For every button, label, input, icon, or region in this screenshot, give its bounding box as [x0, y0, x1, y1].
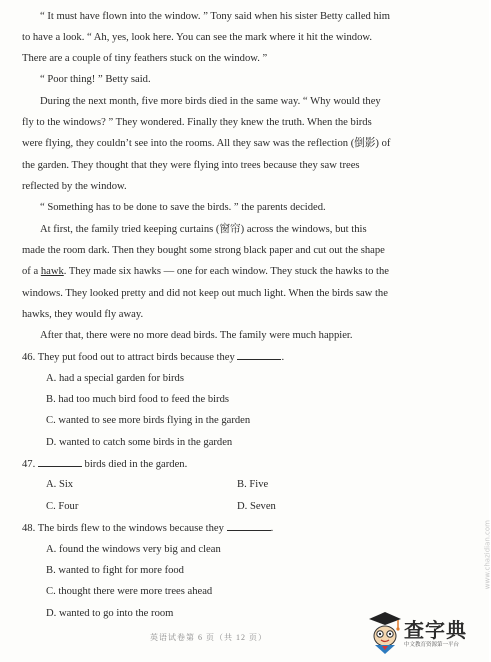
hawk-underlined-word: hawk — [40, 266, 64, 277]
passage-line: “ It must have flown into the window. ” Tony said when his sister Betty called him — [40, 11, 390, 22]
site-logo — [368, 608, 480, 658]
passage-line: After that, there were no more dead birds. The family were much happier. — [40, 330, 353, 341]
question-47-option-d: D. Seven — [237, 501, 276, 512]
passage-line — [22, 265, 468, 279]
passage-line: “ Something has to be done to save the birds. ” the parents decided. — [40, 202, 326, 213]
passage-line: made the room dark. Then they bought some strong black paper and cut out the shape — [22, 245, 385, 256]
question-46-stem: 46. They put food out to attract birds because they . — [22, 352, 285, 363]
graduate-owl-icon — [368, 610, 402, 656]
page-footer: 英语试卷第 6 页（共 12 页） — [150, 633, 267, 642]
passage-line: There are a couple of tiny feathers stuck on the window. ” — [22, 53, 268, 64]
passage-line: fly to the windows? ” They wondered. Finally they knew the truth. When the birds — [22, 117, 372, 128]
question-46-option-c: C. wanted to see more birds flying in the garden — [46, 415, 251, 426]
question-46-option-b: B. had too much bird food to feed the birds — [46, 394, 230, 405]
logo-subtitle: 中文教育资源第一平台 — [404, 642, 460, 648]
site-watermark: www.chazidian.com — [483, 520, 491, 590]
answer-blank — [237, 350, 281, 360]
answer-blank — [38, 457, 82, 467]
question-46-option-d: D. wanted to catch some birds in the garden — [46, 437, 233, 448]
passage-line: were flying, they couldn’t see into the rooms. All they saw was the reflection (倒影) of — [22, 138, 391, 149]
answer-blank — [227, 521, 271, 531]
question-47-option-a: A. Six — [46, 479, 74, 490]
question-48-option-b: B. wanted to fight for more food — [46, 565, 184, 576]
passage-line: hawks, they would fly away. — [22, 309, 144, 320]
logo-name: 查字典 — [404, 618, 467, 642]
question-47-option-c: C. Four — [46, 501, 79, 512]
passage-line: reflected by the window. — [22, 181, 127, 192]
question-48-option-d: D. wanted to go into the room — [46, 608, 174, 619]
question-48-option-a: A. found the windows very big and clean — [46, 544, 221, 555]
passage-line: the garden. They thought that they were flying into trees because they saw trees — [22, 160, 360, 171]
hawk-line-suffix: . They made six hawks — one for each window. They stuck the hawks to the — [63, 266, 389, 277]
passage-line: At first, the family tried keeping curtains (窗帘) across the windows, but this — [40, 224, 367, 235]
passage-line: windows. They looked pretty and did not keep out much light. When the birds saw the — [22, 288, 388, 299]
passage-line: “ Poor thing! ” Betty said. — [40, 74, 151, 85]
passage-line: to have a look. “ Ah, yes, look here. You can see the mark where it hit the window. — [22, 32, 373, 43]
question-48-option-c: C. thought there were more trees ahead — [46, 586, 213, 597]
hawk-line-prefix: of a — [22, 266, 41, 277]
question-47-option-b: B. Five — [237, 479, 269, 490]
question-48-stem: 48. The birds flew to the windows because they . — [22, 523, 274, 534]
question-46-option-a: A. had a special garden for birds — [46, 373, 184, 384]
passage-line: During the next month, five more birds died in the same way. “ Why would they — [40, 96, 381, 107]
question-47-stem: 47. birds died in the garden. — [22, 459, 188, 470]
